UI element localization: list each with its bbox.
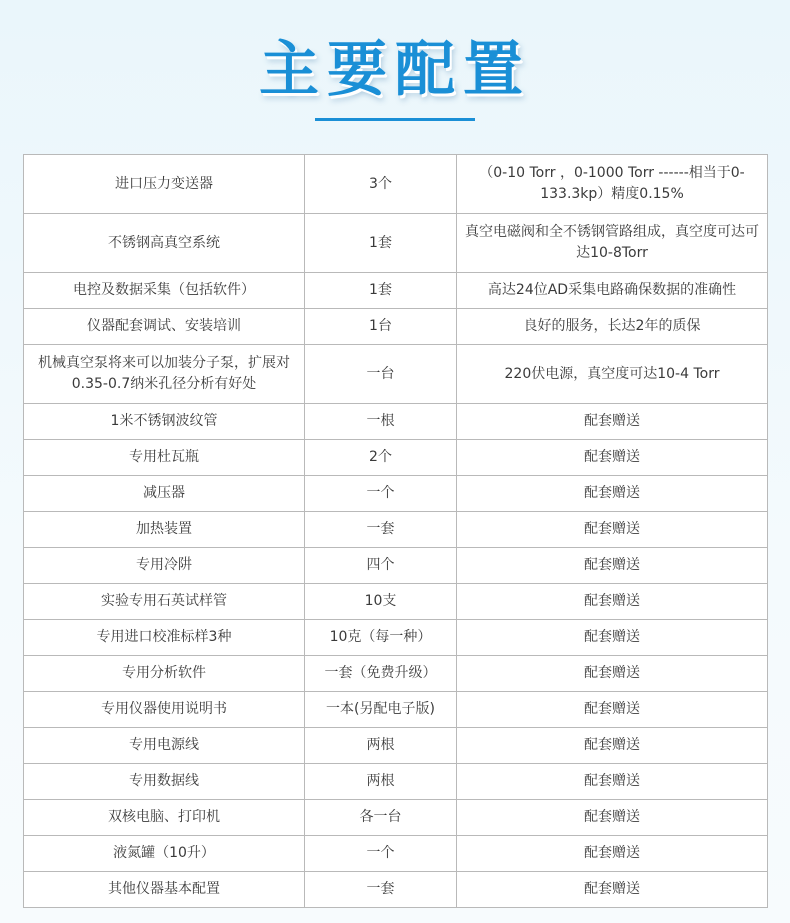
note-cell: 配套赠送: [457, 836, 768, 872]
note-cell: 真空电磁阀和全不锈钢管路组成，真空度可达可达10-8Torr: [457, 214, 768, 273]
item-cell: 专用进口校准标样3种: [24, 620, 305, 656]
note-cell: 高达24位AD采集电路确保数据的准确性: [457, 273, 768, 309]
config-table-body: [24, 155, 768, 908]
quantity-cell: 两根: [305, 728, 457, 764]
item-cell: 液氮罐（10升）: [24, 836, 305, 872]
note-cell: 配套赠送: [457, 548, 768, 584]
table-row: [24, 728, 768, 764]
page-title: 主要配置: [259, 35, 531, 105]
table-row: [24, 404, 768, 440]
note-cell: 配套赠送: [457, 764, 768, 800]
item-cell: 专用仪器使用说明书: [24, 692, 305, 728]
item-cell: 1米不锈钢波纹管: [24, 404, 305, 440]
table-row: [24, 872, 768, 908]
quantity-cell: 1套: [305, 273, 457, 309]
table-row: [24, 309, 768, 345]
quantity-cell: 一根: [305, 404, 457, 440]
table-row: [24, 214, 768, 273]
quantity-cell: 2个: [305, 440, 457, 476]
table-row: [24, 656, 768, 692]
note-cell: 配套赠送: [457, 656, 768, 692]
quantity-cell: 一套（免费升级）: [305, 656, 457, 692]
note-cell: 配套赠送: [457, 620, 768, 656]
item-cell: 双核电脑、打印机: [24, 800, 305, 836]
note-cell: （0-10 Torr ，0-1000 Torr ------相当于0-133.3kp）精度0.15%: [457, 155, 768, 214]
config-table: [23, 154, 768, 908]
item-cell: 专用杜瓦瓶: [24, 440, 305, 476]
note-cell: 良好的服务，长达2年的质保: [457, 309, 768, 345]
quantity-cell: 一套: [305, 512, 457, 548]
item-cell: 专用数据线: [24, 764, 305, 800]
table-row: [24, 476, 768, 512]
quantity-cell: 一台: [305, 345, 457, 404]
table-row: [24, 345, 768, 404]
quantity-cell: 1台: [305, 309, 457, 345]
quantity-cell: 各一台: [305, 800, 457, 836]
table-row: [24, 512, 768, 548]
item-cell: 减压器: [24, 476, 305, 512]
note-cell: 配套赠送: [457, 584, 768, 620]
title-underline: [315, 118, 475, 121]
quantity-cell: 1套: [305, 214, 457, 273]
item-cell: 专用电源线: [24, 728, 305, 764]
note-cell: 配套赠送: [457, 692, 768, 728]
table-row: [24, 584, 768, 620]
note-cell: 配套赠送: [457, 872, 768, 908]
item-cell: 加热装置: [24, 512, 305, 548]
item-cell: 实验专用石英试样管: [24, 584, 305, 620]
quantity-cell: 两根: [305, 764, 457, 800]
quantity-cell: 一个: [305, 476, 457, 512]
item-cell: 其他仪器基本配置: [24, 872, 305, 908]
quantity-cell: 一本(另配电子版): [305, 692, 457, 728]
item-cell: 仪器配套调试、安装培训: [24, 309, 305, 345]
note-cell: 配套赠送: [457, 404, 768, 440]
table-row: [24, 273, 768, 309]
quantity-cell: 10支: [305, 584, 457, 620]
item-cell: 专用冷阱: [24, 548, 305, 584]
table-row: [24, 620, 768, 656]
quantity-cell: 10克（每一种）: [305, 620, 457, 656]
note-cell: 配套赠送: [457, 512, 768, 548]
note-cell: 配套赠送: [457, 440, 768, 476]
note-cell: 配套赠送: [457, 800, 768, 836]
item-cell: 不锈钢高真空系统: [24, 214, 305, 273]
table-row: [24, 764, 768, 800]
item-cell: 进口压力变送器: [24, 155, 305, 214]
table-row: [24, 800, 768, 836]
item-cell: 机械真空泵将来可以加装分子泵，扩展对0.35-0.7纳米孔径分析有好处: [24, 345, 305, 404]
quantity-cell: 3个: [305, 155, 457, 214]
table-row: [24, 692, 768, 728]
quantity-cell: 一个: [305, 836, 457, 872]
note-cell: 配套赠送: [457, 476, 768, 512]
table-row: [24, 836, 768, 872]
quantity-cell: 一套: [305, 872, 457, 908]
note-cell: 220伏电源，真空度可达10-4 Torr: [457, 345, 768, 404]
quantity-cell: 四个: [305, 548, 457, 584]
table-row: [24, 440, 768, 476]
item-cell: 电控及数据采集（包括软件）: [24, 273, 305, 309]
note-cell: 配套赠送: [457, 728, 768, 764]
item-cell: 专用分析软件: [24, 656, 305, 692]
table-row: [24, 155, 768, 214]
table-row: [24, 548, 768, 584]
